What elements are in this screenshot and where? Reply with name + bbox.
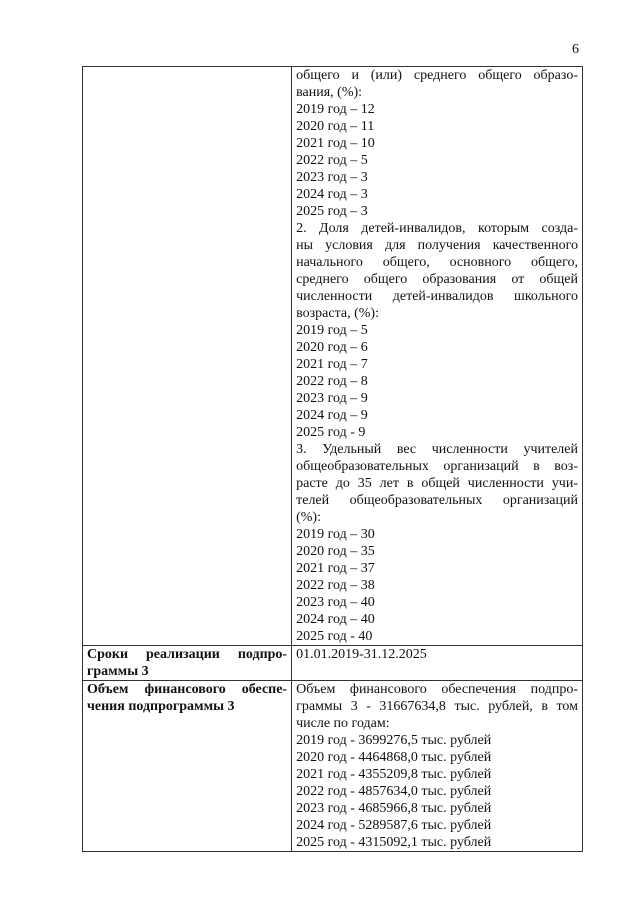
text-line: начального общего, основного общего,	[296, 255, 578, 270]
text-line: 2. Доля детей-инвалидов, которым созда-	[296, 221, 578, 236]
text-line: 2019 год – 5	[296, 323, 368, 338]
text-line: общеобразовательных организаций в воз-	[296, 459, 578, 474]
text-line: числе по годам:	[296, 716, 390, 731]
text-line: 2019 год - 3699276,5 тыс. рублей	[296, 733, 492, 748]
text-line: 2024 год – 9	[296, 408, 368, 423]
text-line: телей общеобразовательных организаций	[296, 493, 578, 508]
text-line: расте до 35 лет в общей численности учи-	[296, 476, 578, 491]
text-line: 2020 год – 35	[296, 544, 375, 559]
text-line: 2022 год – 8	[296, 374, 368, 389]
label-line: Сроки реализации подпро-	[87, 647, 288, 662]
text-line: 3. Удельный вес численности учителей	[296, 442, 578, 457]
row3-label-cell	[83, 681, 292, 852]
label-line: чения подпрограммы 3	[87, 699, 235, 714]
text-line: общего и (или) среднего общего образо-	[296, 68, 578, 83]
row2-label-cell	[83, 646, 292, 681]
table-row	[83, 681, 583, 852]
text-line: 2025 год – 3	[296, 204, 368, 219]
label-line: Объем финансового обеспе-	[87, 682, 288, 697]
text-line: 2022 год – 38	[296, 578, 375, 593]
text-line: 2023 год – 3	[296, 170, 368, 185]
row1-value-cell	[292, 67, 583, 646]
text-line: 2023 год – 40	[296, 595, 375, 610]
text-line: 2020 год – 6	[296, 340, 368, 355]
text-line: 2020 год – 11	[296, 119, 375, 134]
text-line: (%):	[296, 510, 321, 525]
text-line: граммы 3 - 31667634,8 тыс. рублей, в том	[296, 699, 578, 714]
text-line: 2021 год – 10	[296, 136, 375, 151]
text-line: 2019 год – 12	[296, 102, 375, 117]
text-line: 2022 год – 5	[296, 153, 368, 168]
text-line: возраста, (%):	[296, 306, 379, 321]
table-row	[83, 67, 583, 646]
row2-value-cell	[292, 646, 583, 681]
text-line: 2021 год - 4355209,8 тыс. рублей	[296, 767, 492, 782]
text-line: 2025 год - 40	[296, 629, 373, 644]
text-line: среднего общего образования от общей	[296, 272, 578, 287]
text-line: вания, (%):	[296, 85, 363, 100]
text-line: ны условия для получения качественного	[296, 238, 578, 253]
text-line: 2024 год - 5289587,6 тыс. рублей	[296, 818, 492, 833]
label-line: граммы 3	[87, 664, 149, 679]
passport-table	[82, 66, 583, 852]
text-line: Объем финансового обеспечения подпро-	[296, 682, 578, 697]
text-line: 2019 год – 30	[296, 527, 375, 542]
page-number: 6	[572, 42, 579, 57]
text-line: 01.01.2019-31.12.2025	[296, 647, 427, 662]
text-line: 2024 год – 3	[296, 187, 368, 202]
text-line: 2023 год - 4685966,8 тыс. рублей	[296, 801, 492, 816]
row3-value-cell	[292, 681, 583, 852]
text-line: 2024 год – 40	[296, 612, 375, 627]
text-line: численности детей-инвалидов школьного	[296, 289, 578, 304]
row1-label-cell	[83, 67, 292, 646]
text-line: 2022 год - 4857634,0 тыс. рублей	[296, 784, 492, 799]
text-line: 2020 год - 4464868,0 тыс. рублей	[296, 750, 492, 765]
text-line: 2025 год - 9	[296, 425, 366, 440]
text-line: 2021 год – 37	[296, 561, 375, 576]
text-line: 2021 год – 7	[296, 357, 368, 372]
table-row	[83, 646, 583, 681]
text-line: 2023 год – 9	[296, 391, 368, 406]
text-line: 2025 год - 4315092,1 тыс. рублей	[296, 835, 492, 850]
